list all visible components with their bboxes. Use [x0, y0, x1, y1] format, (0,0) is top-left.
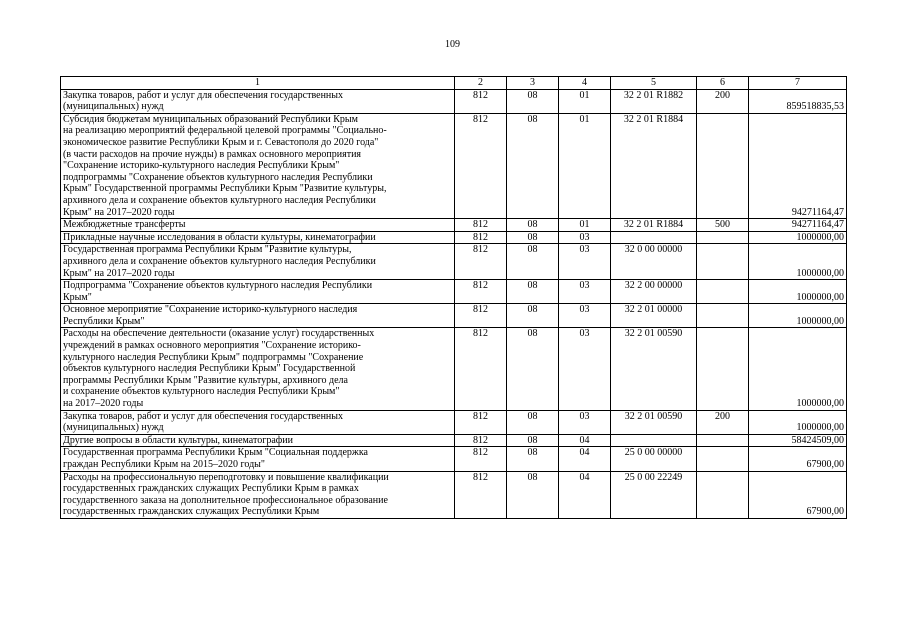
row-expense-type [697, 280, 749, 304]
row-expense-type: 500 [697, 219, 749, 232]
row-target-article: 32 2 01 00590 [611, 328, 697, 410]
row-target-article: 32 2 01 00000 [611, 304, 697, 328]
row-description: Расходы на профессиональную переподготовку и повышение квалификации государственных гражданских служащих Республики Крым в рамках государственного заказа на дополнительное профессиональное образование государственных гражданских служащих Республики Крым [61, 471, 455, 518]
table-row [61, 280, 847, 304]
row-section-code: 08 [507, 244, 559, 280]
row-ministry-code: 812 [455, 89, 507, 113]
row-description: Закупка товаров, работ и услуг для обеспечения государственных (муниципальных) нужд [61, 89, 455, 113]
row-target-article: 32 2 00 00000 [611, 280, 697, 304]
row-subsection-code: 03 [559, 304, 611, 328]
row-ministry-code: 812 [455, 244, 507, 280]
row-expense-type [697, 244, 749, 280]
row-expense-type [697, 471, 749, 518]
header-cell: 6 [697, 77, 749, 90]
table-row [61, 231, 847, 244]
row-section-code: 08 [507, 410, 559, 434]
row-section-code: 08 [507, 89, 559, 113]
row-subsection-code: 04 [559, 434, 611, 447]
row-expense-type: 200 [697, 89, 749, 113]
row-expense-type [697, 447, 749, 471]
row-expense-type [697, 231, 749, 244]
row-amount: 1000000,00 [749, 304, 847, 328]
row-description: Межбюджетные трансферты [61, 219, 455, 232]
row-description: Государственная программа Республики Крым "Развитие культуры, архивного дела и сохранение объектов культурного наследия Республики Крым" на 2017–2020 годы [61, 244, 455, 280]
row-ministry-code: 812 [455, 447, 507, 471]
row-target-article: 32 2 01 R1884 [611, 113, 697, 218]
table-row [61, 328, 847, 410]
table-row [61, 219, 847, 232]
row-description: Закупка товаров, работ и услуг для обеспечения государственных (муниципальных) нужд [61, 410, 455, 434]
row-section-code: 08 [507, 328, 559, 410]
row-ministry-code: 812 [455, 219, 507, 232]
row-amount: 1000000,00 [749, 280, 847, 304]
row-subsection-code: 01 [559, 219, 611, 232]
row-description: Расходы на обеспечение деятельности (оказание услуг) государственных учреждений в рамках основного мероприятия "Сохранение историко- культурного наследия Республики Крым" подпрограммы "Сохранение объектов культурного наследия Республики Крым" Государственной программы Республики Крым "Развитие культуры, архивного дела и сохранение объектов культурного наследия Республики Крым" на 2017–2020 годы [61, 328, 455, 410]
header-cell: 5 [611, 77, 697, 90]
row-subsection-code: 03 [559, 231, 611, 244]
row-subsection-code: 03 [559, 280, 611, 304]
table-row [61, 113, 847, 218]
row-description: Подпрограмма "Сохранение объектов культурного наследия Республики Крым" [61, 280, 455, 304]
page-number: 109 [445, 39, 460, 50]
row-expense-type [697, 113, 749, 218]
table-row [61, 304, 847, 328]
row-target-article: 25 0 00 00000 [611, 447, 697, 471]
table-header-row [61, 77, 847, 90]
row-description: Основное мероприятие "Сохранение историко-культурного наследия Республики Крым" [61, 304, 455, 328]
row-section-code: 08 [507, 434, 559, 447]
row-amount: 94271164,47 [749, 219, 847, 232]
row-description: Другие вопросы в области культуры, кинематографии [61, 434, 455, 447]
table-row [61, 471, 847, 518]
table-row [61, 434, 847, 447]
row-section-code: 08 [507, 280, 559, 304]
row-amount: 94271164,47 [749, 113, 847, 218]
table-row [61, 244, 847, 280]
row-ministry-code: 812 [455, 113, 507, 218]
header-cell: 4 [559, 77, 611, 90]
row-section-code: 08 [507, 447, 559, 471]
row-target-article [611, 231, 697, 244]
row-target-article: 32 2 01 00590 [611, 410, 697, 434]
table-row [61, 447, 847, 471]
row-ministry-code: 812 [455, 434, 507, 447]
row-description: Субсидия бюджетам муниципальных образований Республики Крым на реализацию мероприятий федеральной целевой программы "Социально- экономическое развитие Республики Крым и г. Севастополя до 2020 года" (в части расходов на прочие нужды) в рамках основного мероприятия "Сохранение историко-культурного наследия Республики Крым" подпрограммы "Сохранение объектов культурного наследия Республики Крым" Государственной программы Республики Крым "Развитие культуры, архивного дела и сохранение объектов культурного наследия Республики Крым" на 2017–2020 годы [61, 113, 455, 218]
row-target-article: 32 2 01 R1884 [611, 219, 697, 232]
row-subsection-code: 01 [559, 113, 611, 218]
row-amount: 58424509,00 [749, 434, 847, 447]
row-target-article: 32 0 00 00000 [611, 244, 697, 280]
row-expense-type [697, 328, 749, 410]
row-expense-type [697, 434, 749, 447]
header-cell: 7 [749, 77, 847, 90]
row-ministry-code: 812 [455, 231, 507, 244]
row-subsection-code: 01 [559, 89, 611, 113]
row-subsection-code: 03 [559, 410, 611, 434]
row-amount: 67900,00 [749, 447, 847, 471]
row-description: Прикладные научные исследования в области культуры, кинематографии [61, 231, 455, 244]
row-amount: 1000000,00 [749, 231, 847, 244]
row-ministry-code: 812 [455, 280, 507, 304]
row-section-code: 08 [507, 304, 559, 328]
row-section-code: 08 [507, 113, 559, 218]
row-subsection-code: 03 [559, 244, 611, 280]
table-row [61, 89, 847, 113]
row-target-article: 32 2 01 R1882 [611, 89, 697, 113]
row-description: Государственная программа Республики Крым "Социальная поддержка граждан Республики Крым на 2015–2020 годы" [61, 447, 455, 471]
table-row [61, 410, 847, 434]
row-amount: 859518835,53 [749, 89, 847, 113]
row-amount: 1000000,00 [749, 328, 847, 410]
budget-table [60, 76, 847, 519]
row-amount: 1000000,00 [749, 244, 847, 280]
row-amount: 1000000,00 [749, 410, 847, 434]
row-subsection-code: 04 [559, 471, 611, 518]
row-section-code: 08 [507, 471, 559, 518]
row-expense-type: 200 [697, 410, 749, 434]
row-section-code: 08 [507, 231, 559, 244]
header-cell: 3 [507, 77, 559, 90]
row-subsection-code: 03 [559, 328, 611, 410]
row-subsection-code: 04 [559, 447, 611, 471]
row-expense-type [697, 304, 749, 328]
header-cell: 1 [61, 77, 455, 90]
row-ministry-code: 812 [455, 304, 507, 328]
row-ministry-code: 812 [455, 328, 507, 410]
row-ministry-code: 812 [455, 471, 507, 518]
row-amount: 67900,00 [749, 471, 847, 518]
row-ministry-code: 812 [455, 410, 507, 434]
row-target-article [611, 434, 697, 447]
row-section-code: 08 [507, 219, 559, 232]
header-cell: 2 [455, 77, 507, 90]
row-target-article: 25 0 00 22249 [611, 471, 697, 518]
